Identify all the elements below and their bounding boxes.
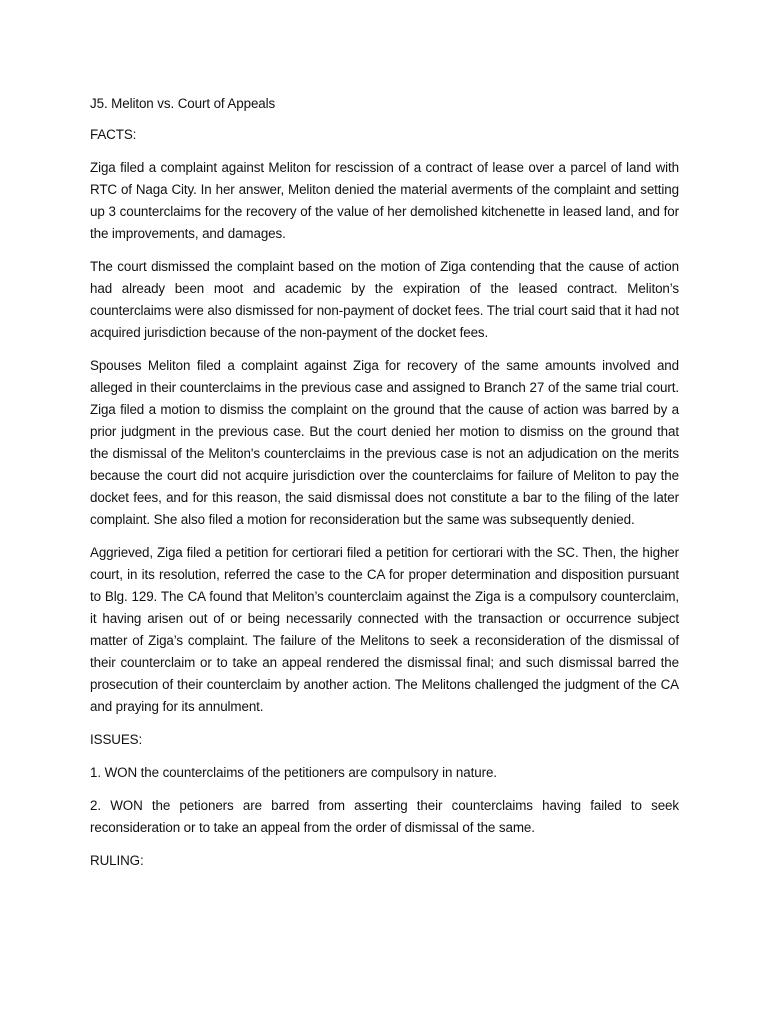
document-page xyxy=(90,93,679,883)
issue-item-1: 1. WON the counterclaims of the petitioners are compulsory in nature. xyxy=(90,765,497,780)
facts-heading: FACTS: xyxy=(90,127,137,142)
issues-heading: ISSUES: xyxy=(90,732,143,747)
case-title: J5. Meliton vs. Court of Appeals xyxy=(90,96,276,111)
facts-paragraph-1: Ziga filed a complaint against Meliton for rescission of a contract of lease over a parcel of land with RTC of Naga City. In her answer, Meliton denied the material averments of the complaint and setting up 3 counterclaims for the recovery of the value of her demolished kitchenette in leased land, and for the improvements, and damages. xyxy=(90,160,679,241)
facts-paragraph-4: Aggrieved, Ziga filed a petition for certiorari filed a petition for certiorari with the SC. Then, the higher court, in its resolution, referred the case to the CA for proper determination and disposition pursuant to Blg. 129. The CA found that Meliton’s counterclaim against the Ziga is a compulsory counterclaim, it having arisen out of or being necessarily connected with the transaction or occurrence subject matter of Ziga’s complaint. The failure of the Melitons to seek a reconsideration of the dismissal of their counterclaim or to take an appeal rendered the dismissal final; and such dismissal barred the prosecution of their counterclaim by another action. The Melitons challenged the judgment of the CA and praying for its annulment. xyxy=(90,545,679,714)
issue-item-2: 2. WON the petioners are barred from asserting their counterclaims having failed to seek reconsideration or to take an appeal from the order of dismissal of the same. xyxy=(90,798,679,835)
facts-paragraph-2: The court dismissed the complaint based on the motion of Ziga contending that the cause of action had already been moot and academic by the expiration of the leased contract. Meliton’s counterclaims were also dismissed for non-payment of docket fees. The trial court said that it had not acquired jurisdiction because of the non-payment of the docket fees. xyxy=(90,259,679,340)
ruling-heading: RULING: xyxy=(90,853,144,868)
facts-paragraph-3: Spouses Meliton filed a complaint against Ziga for recovery of the same amounts involved and alleged in their counterclaims in the previous case and assigned to Branch 27 of the same trial court. Ziga filed a motion to dismiss the complaint on the ground that the cause of action was barred by a prior judgment in the previous case. But the court denied her motion to dismiss on the ground that the dismissal of the Meliton's counterclaims in the previous case is not an adjudication on the merits because the court did not acquire jurisdiction over the counterclaims for failure of Meliton to pay the docket fees, and for this reason, the said dismissal does not constitute a bar to the filing of the later complaint. She also filed a motion for reconsideration but the same was subsequently denied. xyxy=(90,358,679,527)
